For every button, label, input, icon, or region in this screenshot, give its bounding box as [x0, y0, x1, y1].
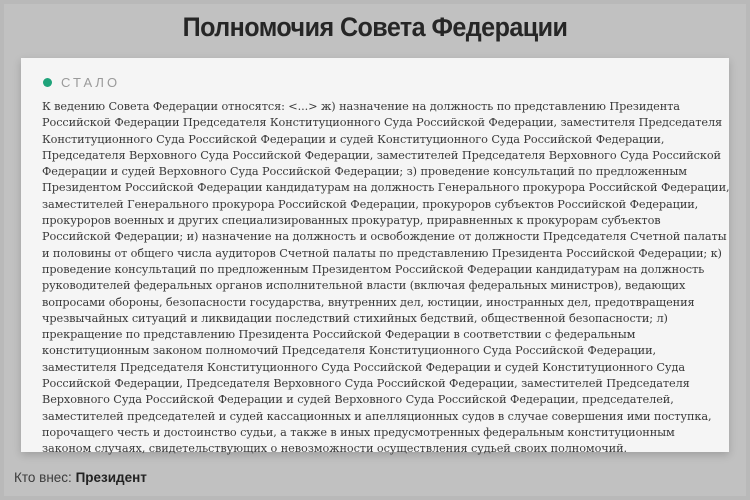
text-line: проведение консультаций по предложенным Президентом Российской Федерации кандидатурам на должность: [42, 262, 705, 276]
author-info: [14, 470, 147, 485]
text-line: заместителей Генерального прокурора Российской Федерации, прокуроров субъектов Российской Федерации,: [42, 197, 699, 211]
text-line: Федерации и судей Верховного Суда Российской Федерации; з) проведение консультаций по предложенным: [42, 165, 687, 179]
text-line: Российской Федерации; и) назначение на должность и освобождение от должности Председателя Счетной палаты: [42, 230, 727, 244]
text-line: вопросами обороны, безопасности государства, внутренних дел, юстиции, иностранных дел, предотвращения: [42, 295, 695, 309]
text-line: Президентом Российской Федерации кандидатурам на должность Генерального прокурора Российской Федерации,: [42, 181, 730, 195]
text-line: Верховного Суда Российской Федерации и судей Верховного Суда Российской Федерации, председателей,: [42, 393, 674, 407]
text-line: и половины от общего числа аудиторов Счетной палаты по представлению Президента Российской Федерации; к): [42, 246, 722, 260]
text-line: Российской Федерации Председателя Конституционного Суда Российской Федерации, заместителя Председателя: [42, 116, 723, 130]
text-line: прокуроров военных и других специализированных прокуратур, приравненных к прокурорам субъектов: [42, 214, 661, 228]
page-title: Полномочия Совета Федерации: [182, 12, 568, 42]
status-dot-icon: [43, 78, 52, 87]
status-row: [42, 73, 709, 91]
status-label: СТАЛО: [61, 74, 121, 90]
content-card: [21, 58, 730, 456]
text-line: конституционным законом полномочий Председателя Конституционного Суда Российской Федерации,: [42, 344, 657, 358]
author-label: Кто внес:: [14, 470, 72, 485]
text-line: руководителей федеральных органов исполнительной власти (включая федеральных министров), ведающих: [42, 279, 686, 293]
text-line: К ведению Совета Федерации относятся: <...> ж) назначение на должность по представлению Президента: [42, 100, 680, 113]
text-line: чрезвычайных ситуаций и ликвидации последствий стихийных бедствий, общественной безопасности; л): [42, 311, 668, 325]
text-line: Российской Федерации, Председателя Верховного Суда Российской Федерации, заместителей Председателя: [42, 377, 690, 391]
author-value: Президент: [75, 470, 147, 485]
text-line: прекращение по представлению Президента Российской Федерации в соответствии с федеральным: [42, 328, 636, 342]
text-line: законом случаях, свидетельствующих о невозможности осуществления судьей своих полномочий.: [42, 442, 628, 456]
law-text: [42, 99, 730, 458]
text-line: заместителя Председателя Конституционного Суда Российской Федерации и судей Конституционного Суда: [42, 360, 685, 374]
text-line: порочащего честь и достоинство судьи, а также в иных предусмотренных федеральным конституционным: [42, 425, 675, 439]
text-line: Председателя Верховного Суда Российской Федерации, заместителей Председателя Верховного Суда Российской: [42, 148, 721, 162]
text-line: заместителей председателей и судей кассационных и апелляционных судов в случае совершения ими поступка,: [42, 409, 712, 423]
text-line: Конституционного Суда Российской Федерации и судей Конституционного Суда Российской Федерации,: [42, 132, 665, 146]
